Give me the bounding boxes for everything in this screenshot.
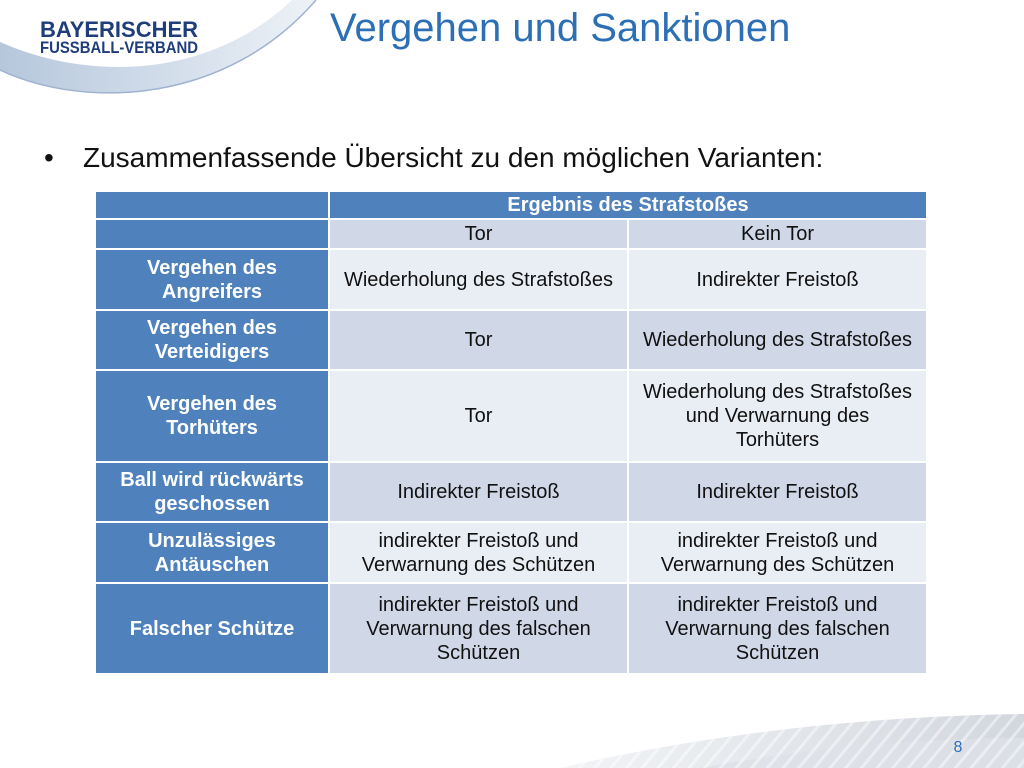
column-header-kein-tor: Kein Tor — [629, 220, 926, 248]
cell-kein-tor: indirekter Freistoß und Verwarnung des falschen Schützen — [629, 584, 926, 673]
cell-tor: Tor — [330, 371, 627, 461]
cell-kein-tor: Wiederholung des Strafstoßes und Verwarnung des Torhüters — [629, 371, 926, 461]
slide-title: Vergehen und Sanktionen — [330, 6, 791, 50]
sanctions-table — [96, 192, 926, 673]
cell-tor: Tor — [330, 311, 627, 369]
table-group-header: Ergebnis des Strafstoßes — [330, 192, 926, 218]
row-header: Vergehen des Angreifers — [96, 250, 328, 309]
bullet-item — [44, 141, 864, 175]
table-corner-cell — [96, 220, 328, 248]
cell-tor: indirekter Freistoß und Verwarnung des Schützen — [330, 523, 627, 582]
logo-line-1: BAYERISCHER — [40, 17, 199, 42]
bullet-text: Zusammenfassende Übersicht zu den möglichen Varianten: — [83, 142, 824, 173]
cell-tor: indirekter Freistoß und Verwarnung des falschen Schützen — [330, 584, 627, 673]
cell-tor: Indirekter Freistoß — [330, 463, 627, 521]
cell-kein-tor: indirekter Freistoß und Verwarnung des Schützen — [629, 523, 926, 582]
table-row — [96, 463, 926, 521]
cell-kein-tor: Indirekter Freistoß — [629, 250, 926, 309]
table-group-header-row — [96, 192, 926, 218]
column-header-tor: Tor — [330, 220, 627, 248]
table-column-header-row — [96, 220, 926, 248]
table-row — [96, 371, 926, 461]
row-header: Ball wird rückwärts geschossen — [96, 463, 328, 521]
cell-kein-tor: Wiederholung des Strafstoßes — [629, 311, 926, 369]
table-row — [96, 584, 926, 673]
row-header: Unzulässiges Antäuschen — [96, 523, 328, 582]
bfv-logo — [0, 0, 330, 105]
bullet-marker: • — [44, 142, 54, 173]
row-header: Vergehen des Verteidigers — [96, 311, 328, 369]
table-corner-cell — [96, 192, 328, 218]
cell-tor: Wiederholung des Strafstoßes — [330, 250, 627, 309]
cell-kein-tor: Indirekter Freistoß — [629, 463, 926, 521]
logo-line-2: FUSSBALL-VERBAND — [40, 38, 198, 57]
row-header: Falscher Schütze — [96, 584, 328, 673]
table-row — [96, 250, 926, 309]
page-number: 8 — [953, 739, 963, 756]
row-header: Vergehen des Torhüters — [96, 371, 328, 461]
table-row — [96, 311, 926, 369]
table-row — [96, 523, 926, 582]
